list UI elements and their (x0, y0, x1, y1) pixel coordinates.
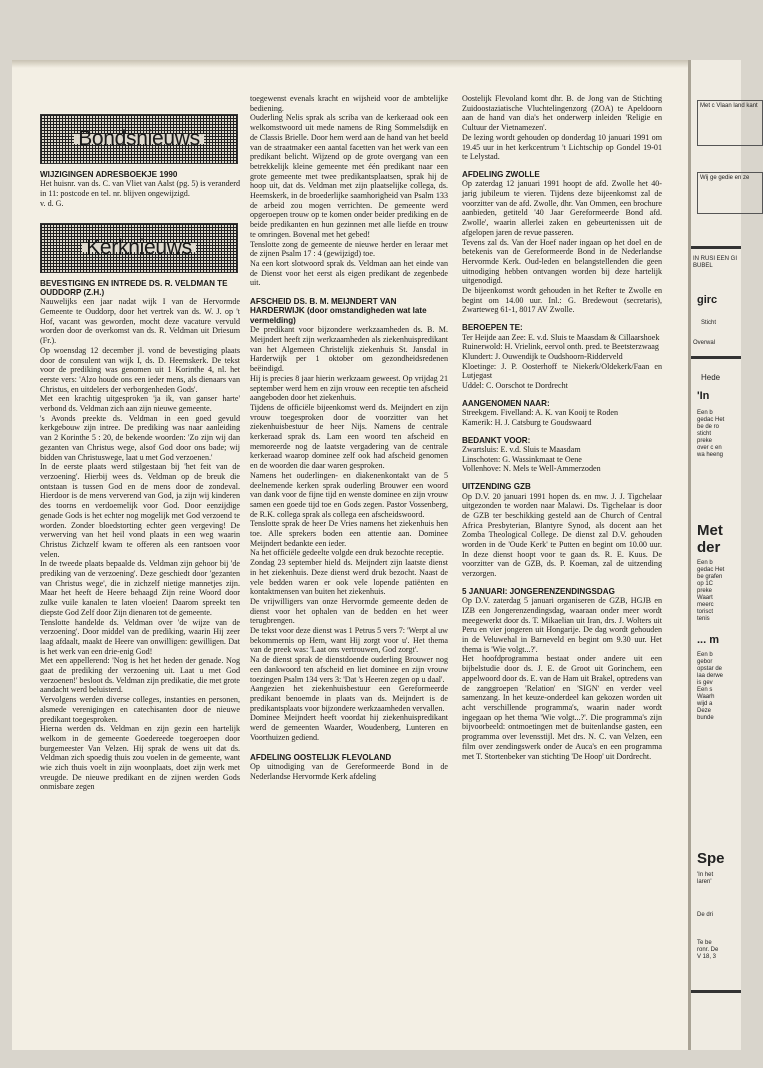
article-paragraph: De tekst voor deze dienst was 1 Petrus 5 vers 7: 'Werpt al uw bekommernis op Hem, want Hij zorgt voor u'. Het thema van de preek was: 'Laat ons vertrouwen, God zorgt'. (250, 626, 448, 655)
next-page-heading: ... m (697, 634, 720, 646)
next-page-heading: girc (697, 294, 718, 306)
article-heading: UITZENDING GZB (462, 482, 531, 492)
article-paragraph: Met een appellerend: 'Nog is het het heden der genade. Nog gaat de prediking der verzoening uit. Laat u met God verzoenen!' besloot ds. Veldman zijn predikatie, die met grote aandacht werd beluisterd. (40, 656, 240, 695)
article-paragraph: Hierna werden ds. Veldman en zijn gezin een hartelijk welkom in de gemeente Goedereede toegeroepen door burgemeester Van Velzen. Hij sprak de wens uit dat ds. Veldman zich spoedig thuis zou voelen in de gemeente, want wie zich thuis voelt in zijn woonplaats, doet zijn werk met vreugde. De nieuwe predikant en de zijnen werden Gods onmisbare zegen (40, 724, 240, 792)
article-paragraph: Tenslotte zong de gemeente de nieuwe herder en leraar met de zijnen Psalm 17 : 4 (gewijzigd) toe. (250, 239, 448, 259)
next-page-text: Een b gebor opstar de laa derwe is gev Een s Waarh wijd a Deze bunde (697, 652, 724, 721)
kerknieuws-banner: Kerknieuws (40, 223, 238, 273)
article-paragraph: Met een krachtig uitgesproken 'ja ik, van ganser harte' verbond ds. Veldman zich aan zijn nieuwe gemeente. (40, 394, 240, 414)
article-heading: BEVESTIGING EN INTREDE DS. R. VELDMAN TE OUDDORP (Z.H.) (40, 278, 228, 297)
column-3 (462, 94, 662, 761)
article-heading: AFDELING ZWOLLE (462, 169, 540, 179)
article-paragraph: Dominee Meijndert heeft voordat hij ziekenhuispredikant werd de gemeenten Waarder, Woudenberg, Lunteren en Voorthuizen gediend. (250, 713, 448, 742)
list-item: Ruinerwold: H. Vrielink, eervol onth. pred. te Beetsterzwaag (462, 342, 659, 352)
article-paragraph: De lezing wordt gehouden op donderdag 10 januari 1991 om 19.45 uur in het kerkcentrum 't Lichtschip op Gondel 19-01 te Lelystad. (462, 132, 662, 162)
article-heading: BEROEPEN TE: (462, 323, 523, 333)
article-paragraph: Nauwelijks een jaar nadat wijk I van de Hervormde Gemeente te Ouddorp, door het vertrek van ds. W. J. op 't Hof, vacant was geworden, mocht deze vacature vervuld worden door de overkomst van ds. R. Veldman uit Driesum (Fr.). (40, 297, 240, 346)
article-heading: 5 JANUARI: JONGERENZENDINGSDAG (462, 586, 615, 596)
adjacent-page-strip (688, 60, 758, 1050)
article-paragraph: In de eerste plaats werd stilgestaan bij 'het feit van de verzoening'. Hierbij wees ds. Veldman op de breuk die ontstaan is tussen God en de mens door de zondeval. Hierdoor is de mens ververend van God, ja zijn wij kinderen des toorns en verdoemelijk voor God. Door eenzijdige genade Gods is het echter nog mogelijk met God verzoend te worden. Zonder bloedstorting echter geen vergeving! De verwerving van het heil vond plaats in een weg waarin Christus Zichzelf kwam te offeren als een rantsoen voor velen. (40, 462, 240, 559)
article-paragraph: Het hoofdprogramma bestaat onder andere uit een bijbelstudie door ds. J. E. de Groot uit Gorinchem, een appelwoord door ds. E. van de Ham uit Brakel, optredens van de zanggroepen 'Relation' en 'SIGN' en verder veel samenzang. In het keuze-onderdeel kan gekozen worden uit acht verschillende programma's, waarin nader wordt ingegaan op het thema 'Wie volgt...?'. Die programma's zijn bijvoorbeeld: ontmoetingen met de buitenlandse gasten, een programma over levensstijl. Met drs. N. C. van Velzen, een film over zendingswerk onder de Auca's en een programma met T. Stortenbeker van stichting 'De Hoop' uit Dordrecht. (462, 654, 662, 761)
list-item: Zwartsluis: E. v.d. Sluis te Maasdam (462, 445, 581, 455)
article-paragraph: Tenslotte handelde ds. Veldman over 'de wijze van de verzoening'. Door middel van de prediking, waarin Hij zeer laag afdaalt, maakt de Heere van onwilligen: gewilligen. Dat is het werk van een drie-enig God! (40, 617, 240, 656)
next-page-heading: 'In (697, 390, 710, 402)
divider (691, 990, 741, 993)
article-paragraph: Op uitnodiging van de Gereformeerde Bond in de Nederlandse Hervormde Kerk afdeling (250, 761, 448, 781)
list-item: Streekgem. Fivelland: A. K. van Kooij te Roden (462, 408, 619, 418)
next-page-box: Wij ge gedie en ze (697, 172, 763, 214)
article-paragraph: Op zaterdag 12 januari 1991 hoopt de afd. Zwolle het 40-jarig jubileum te vieren. Tijdens deze bijeenkomst zal de voorzitter van de afd. Zwolle, dhr. Van Ommen, een brochure aanbieden, getiteld '40 Jaar Gereformeerde Bond afd. Zwolle', waarin allerlei zaken en gebeurtenissen uit de afgelopen jaren de revue passeren. (462, 179, 662, 237)
next-page-text: 'In het laren' (697, 872, 714, 885)
next-page-heading: Met der (697, 522, 723, 556)
signature: v. d. G. (40, 198, 64, 208)
next-page-box: Met c Vlaan land kant (697, 100, 763, 146)
article-heading: AANGENOMEN NAAR: (462, 398, 550, 408)
divider (691, 356, 741, 359)
article-heading: AFSCHEID DS. B. M. MEIJNDERT VAN HARDERWIJK (door omstandigheden wat late vermelding) (250, 297, 427, 325)
article-paragraph: Aangezien het ziekenhuisbestuur een Gereformeerde predikant benoemde in plaats van ds. Meijndert is de predikantsplaats voor bijzondere werkzaamheden vervallen. (250, 684, 448, 713)
list-item: Uddel: C. Oorschot te Dordrecht (462, 381, 568, 391)
next-page-text: Sticht (701, 320, 717, 326)
list-item: Kamerik: H. J. Catsburg te Goudswaard (462, 417, 592, 427)
list-item: Klundert: J. Ouwendijk te Oudshoorn-Ridderveld (462, 351, 623, 361)
list-item: Ter Heijde aan Zee: E. v.d. Sluis te Maasdam & Cillaarshoek (462, 332, 660, 342)
bondsnieuws-banner: Bondsnieuws (40, 114, 238, 164)
article-paragraph: Op D.V. 20 januari 1991 hopen ds. en mw. J. J. Tigchelaar uitgezonden te worden naar Malawi. Ds. Tigchelaar is door de GZB ter beschikking gesteld aan de Church of Central Africa Presbyterian, Blantyre Synod, als docent aan het Zomba Theological College. De dienst zal D.V. gehouden worden in de 'Oude Kerk' te Putten en begint om 10.00 uur. In deze dienst hoopt voor te gaan ds. R. E. Kuus. De voorzitter van de GZB, ds. P. Koeman, zal de uitzending verzorgen. (462, 491, 662, 579)
article-heading: BEDANKT VOOR: (462, 435, 531, 445)
next-page-text: Een b gedac Het be grafen op 1C preke Waart meerc torisct tenis (697, 560, 725, 622)
next-page-text: Een b gedac Het be de ro sticht preke over c en wa heeng (697, 410, 725, 458)
article-paragraph: Op woensdag 12 december jl. vond de bevestiging plaats door de consulent van wijk I, ds. D. Heemskerk. De tekst voor de prediking was genomen uit 1 Korinthe 4, nl. het eerste vers: 'Alzo houde ons een ieder mens, als dienaars van Christus, en uitdelers der verborgenheden Gods'. (40, 345, 240, 394)
article-paragraph: Op D.V. zaterdag 5 januari organiseren de GZB, HGJB en IZB een Jongerenzendingsdag, waaraan onder meer wordt meegewerkt door ds. T. Mikaelian uit Iran, drs. J. Wolters uit Peru en vier jongeren uit Hongarije. De dag wordt gehouden in de Veluwehal in Barneveld en begint om 9.30 uur. Het thema is 'Wie volgt...?'. (462, 596, 662, 654)
list-item: Linschoten: G. Wassinkmaat te Oene (462, 454, 582, 464)
list-item: Kloetinge: J. P. Oosterhoff te Niekerk/Oldekerk/Faan en Lutjegast (462, 361, 662, 381)
next-page-text: IN RUSI EEN GI BUBEL (693, 256, 738, 269)
divider (691, 246, 741, 249)
article-paragraph: Na een kort slotwoord sprak ds. Veldman aan het einde van de Dienst voor het eerst als eigen predikant de zegenbede uit. (250, 258, 448, 288)
article-paragraph: Zondag 23 september hield ds. Meijndert zijn laatste dienst in het ziekenhuis. Deze dienst werd druk bezocht. Naast de vele bedden waren er ook vele lopende patiënten en kontaktmensen van buiten het ziekenhuis. (250, 558, 448, 597)
column-1 (40, 92, 240, 792)
list-item: Vollenhove: N. Mels te Well-Ammerzoden (462, 464, 601, 474)
article-heading: AFDELING OOSTELIJK FLEVOLAND (250, 752, 392, 762)
article-paragraph: Tenslotte sprak de heer De Vries namens het ziekenhuis hen toe. Alle sprekers boden een attentie aan. Dominee Meijndert bedankte een ieder. (250, 519, 448, 548)
article-paragraph: De predikant voor bijzondere werkzaamheden ds. B. M. Meijndert heeft zijn werkzaamheden als ziekenhuispredikant van het Algemeen Christelijk ziekenhuis St. Jansdal in Harderwijk per 1 oktober om gezondheidsredenen beëindigd. (250, 325, 448, 374)
article-paragraph: In de tweede plaats bepaalde ds. Veldman zijn gehoor bij 'de prediking van de verzoening'. Deze geschiedt door 'gezanten van Christus wege', die in zichzelf nietige mannetjes zijn. Maar het heeft de Heere behaagd Zijn reine Woord door zulke vuile kanalen te laten vloeien! Daarom spreekt ten diepste God Zelf door Zijn dienaren tot de gemeente. (40, 559, 240, 617)
column-2 (250, 94, 448, 781)
article-paragraph: Tijdens de officiële bijeenkomst werd ds. Meijndert en zijn vrouw toegesproken door de voorzitter van het ziekenhuisbestuur de heer Nijs. Namens de centrale kerkeraad sprak ds. Lam een woord ten afscheid en memoreerde nog de laatste vergadering van de centrale kerkeraad waarop dominee zelf ook had afscheid genomen en de woorden die daar waren gesproken. (250, 402, 448, 471)
next-page-text: Overwal (693, 340, 716, 346)
article-paragraph: Tevens zal ds. Van der Hoef nader ingaan op het doel en de betekenis van de Gereformeerde Bond in de Nederlandse Hervormde Kerk. Oud-leden en belangstellenden die geen uitnodiging hebben ontvangen worden bij deze hartelijk uitgenodigd. (462, 237, 662, 286)
next-page-text: Te be ronr. De V 18, 3 (697, 940, 719, 960)
article-paragraph: Hij is precies 8 jaar hierin werkzaam geweest. Op vrijdag 21 september werd hem en zijn vrouw een receptie ten afscheid aangeboden door het ziekenhuis. (250, 373, 448, 403)
article-paragraph: 's Avonds preekte ds. Veldman in een goed gevuld kerkgebouw zijn intree. De prediking was naar aanleiding van 2 Korinthe 5 : 20, de bekende woorden: 'Zo zijn wij dan gezanten van Christus wege, alsof God door ons bade; wij bidden van Christuswege, laat u met God verzoenen.' (40, 413, 240, 462)
article-paragraph: Het huisnr. van ds. C. van Vliet van Aalst (pg. 5) is veranderd in 11: postcode en tel. nr. blijven ongewijzigd. (40, 179, 240, 199)
next-page-text: Hede (701, 373, 721, 382)
article-paragraph: De vrijwilligers van onze Hervormde gemeente deden de dienst voor het ophalen van de bedden en het weer terugbrengen. (250, 596, 448, 626)
article-paragraph: Oostelijk Flevoland komt dhr. B. de Jong van de Stichting Zuidoostaziatische Vluchtelingenzorg (ZOA) te Apeldoorn aan de hand van dia's het onderwerp inleiden 'Religie en Cultuur der Vietnamezen'. (462, 94, 662, 133)
article-paragraph: toegewenst evenals kracht en wijsheid voor de ambtelijke bediening. (250, 94, 448, 113)
article-paragraph: Ouderling Nelis sprak als scriba van de kerkeraad ook een welkomstwoord uit mede namens de Ring Sommelsdijk en de Classis Brielle. Door hem werd aan de hand van het beeld van de straatmaker een aantal facetten van het werk van een predikant belicht. Wijzend op de grote overgang van een betrekkelijk kleine gemeente met één predikant naar een grote gemeente met twee predikantsplaatsen, sprak hij de hoop uit, dat ds. Veldman met zijn plaatselijke collega, ds. Heemskerk, in de broederlijke saamhorigheid van Psalm 133 de arbeid zou mogen verrichten. De gemeente werd opgeroepen trouw op te komen onder beider prediking en de beide predikanten en hun gezinnen met alle liefde en trouw te omringen. Bovenal met het gebed! (250, 113, 448, 239)
article-heading: WIJZIGINGEN ADRESBOEKJE 1990 (40, 170, 178, 179)
article-paragraph: Vervolgens werden diverse colleges, instanties en personen, alsmede verenigingen en catechisanten door de nieuwe predikant toegesproken. (40, 695, 240, 724)
next-page-text: De dri (697, 912, 714, 918)
next-page-heading: Spe (697, 850, 725, 867)
article-paragraph: Na het officiële gedeelte volgde een druk bezochte receptie. (250, 548, 444, 558)
article-paragraph: De bijeenkomst wordt gehouden in het Refter te Zwolle en begint om 14.00 uur. Inl.: G. Bredewout (secretaris), Zwarteweg 61-1, 8017 AV Zwolle. (462, 286, 662, 315)
article-paragraph: Na de dienst sprak de dienstdoende ouderling Brouwer nog een dankwoord ten afscheid en liet dominee en zijn vrouw toezingen Psalm 134 vers 3: 'Dat 's Heeren zegen op u daal'. (250, 655, 448, 684)
article-paragraph: Namens het ouderlingen- en diakenenkontakt van de 5 deelnemende kerken sprak ouderling Brouwer een woord van dank voor de fijne tijd en wenste dominee en zijn vrouw samen een goede tijd toe en Gods zegen. Pastor Vossenberg, de R.K. collega sprak als collega een afscheidswoord. (250, 470, 448, 519)
